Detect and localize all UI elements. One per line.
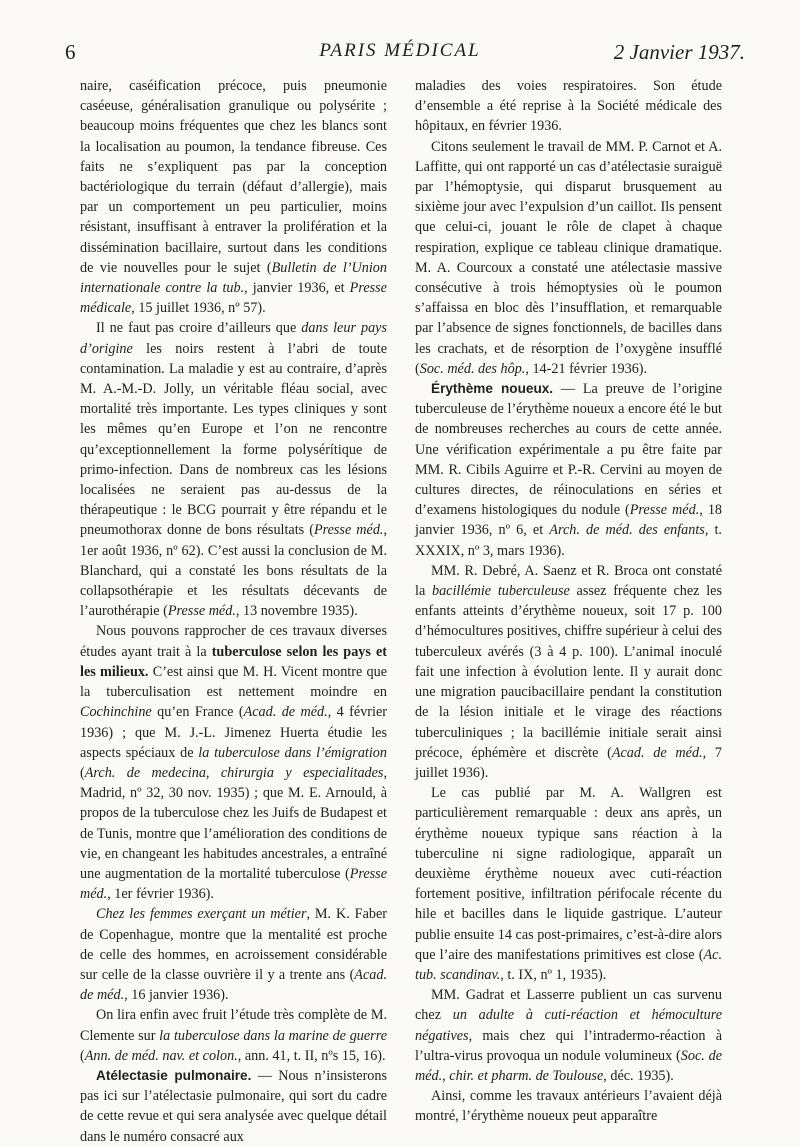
section-heading: Atélectasie pulmonaire.	[96, 1067, 252, 1083]
issue-date: 2 Janvier 1937.	[613, 40, 745, 64]
paragraph: Le cas publié par M. A. Wallgren est particulièrement remarquable : deux ans après, un érythème noueux typique sans réaction à la tuberculine ni signe radiologique, apparaît un deuxième érythème noueux avec cuti-réaction fortement positive, infiltration périfocale récente du hile et bacilles dans le liquide gastrique. L’auteur publie ensuite 14 cas post-primaires, c’est-à-dire alors que l’aire des manifestations primitives est close (Ac. tub. scandinav., t. IX, nº 1, 1935).	[415, 785, 722, 983]
left-column	[80, 76, 387, 1147]
paragraph: Érythème noueux. — La preuve de l’origine tuberculeuse de l’érythème noueux a encore été le but de nombreuses recherches au cours de cette année. Une vérification expérimentale a pu être faite par MM. R. Cibils Aguirre et P.-R. Cervini au moyen de cultures directes, de réinoculations en séries et d’examens histologiques du nodule (Presse méd., 18 janvier 1936, nº 6, et Arch. de méd. des enfants, t. XXXIX, nº 3, mars 1936).	[415, 381, 723, 559]
paragraph: Nous pouvons rapprocher de ces travaux diverses études ayant trait à la tuberculose selon les pays et les milieux. C’est ainsi que M. H. Vicent montre que la tuberculisation est nettement moindre en Cochinchine qu’en France (Acad. de méd., 4 février 1936) ; que M. J.-L. Jimenez Huerta étudie les aspects spéciaux de la tuberculose dans l’émigration (Arch. de medecina, chirurgia y especialitades, Madrid, nº 32, 30 nov. 1935) ; que M. E. Arnould, à propos de la tuberculose chez les Juifs de Budapest et de Tunis, montre que l’amélioration des conditions de vie, en changeant les habitudes ancestrales, a entraîné une augmentation de la mortalité tuberculose (Presse méd., 1er février 1936).	[80, 623, 388, 903]
journal-title: PARIS MÉDICAL	[319, 40, 481, 61]
right-column	[415, 76, 722, 1127]
paragraph: MM. Gadrat et Lasserre publient un cas survenu chez un adulte à cuti-réaction et hémoculture négatives, mais chez qui l’intradermo-réaction à l’ultra-virus provoqua un nodule volumineux (Soc. de méd., chir. et pharm. de Toulouse, déc. 1935).	[415, 987, 722, 1084]
paragraph: Chez les femmes exerçant un métier, M. K. Faber de Copenhague, montre que la mentalité est proche de celle des hommes, en acroissement considérable sur celle de la classe ouvrière il y a trente ans (Acad. de méd., 16 janvier 1936).	[80, 906, 387, 1004]
page-header	[55, 36, 745, 72]
paragraph: naire, caséification précoce, puis pneumonie caséeuse, généralisation granulique ou polysérite ; beaucoup moins fréquentes que chez les blancs sont la localisation au poumon, la tendance fibreuse. Ces faits ne s’expliquent pas par la conception bactériologique du terrain (défaut d’allergie), mais par un comportement un peu particulier, moins résistant, insuffisant à entraver la prolifération et la dissémination bacillaire, surtout dans les conditions de vie nouvelles pour le sujet (Bulletin de l’Union internationale contre la tub., janvier 1936, et Presse médicale, 15 juillet 1936, nº 57).	[80, 78, 387, 317]
paragraph: maladies des voies respiratoires. Son étude d’ensemble a été reprise à la Société médicale des hôpitaux, en février 1936.	[415, 78, 722, 135]
paragraph: Il ne faut pas croire d’ailleurs que dans leur pays d’origine les noirs restent à l’abri de toute contamination. La maladie y est au contraire, d’après M. A.-M.-D. Jolly, un véritable fléau social, avec mortalité très importante. Les types cliniques y sont les mêmes qu’en Europe et l’on ne rencontre qu’exceptionnellement la forme polysérítique de primo-infection. Dans de nombreux cas les lésions localisées ne seraient pas au-dessus de la thérapeutique : le BCG pourrait y être répandu et le pneumothorax donne de bons résultats (Presse méd., 1er août 1936, nº 62). C’est aussi la conclusion de M. Blanchard, qui a constaté les bons résultats de la collapsothérapie et les résultats décevants de l’aurothérapie (Presse méd., 13 novembre 1935).	[80, 320, 388, 620]
page-number: 6	[65, 40, 76, 64]
paragraph: Ainsi, comme les travaux antérieurs l’avaient déjà montré, l’érythème noueux peut apparaître	[415, 1088, 722, 1125]
paragraph: Atélectasie pulmonaire. — Nous n’insisterons pas ici sur l’atélectasie pulmonaire, qui sort du cadre de cette revue et qui sera analysée avec quelque détail dans le numéro consacré aux	[80, 1067, 388, 1145]
paragraph: MM. R. Debré, A. Saenz et R. Broca ont constaté la bacillémie tuberculeuse assez fréquente chez les enfants atteints d’érythème noueux, soit 17 p. 100 d’hémocultures positives, chiffre supérieur à celui des tuberculeux avérés (3 à 4 p. 100). L’animal inoculé fait une infection à évolution lente. Il y aurait donc une migration paucibacillaire pendant la constitution de la lésion initiale et le virage des réactions tuberculiniques ; la bacillémie initiale serait ainsi précoce, éphémère et discrète (Acad. de méd., 7 juillet 1936).	[415, 562, 722, 781]
paragraph: Citons seulement le travail de MM. P. Carnot et A. Laffitte, qui ont rapporté un cas d’atélectasie suraiguë par l’hémoptysie, qui disparut brusquement au sixième jour avec l’expulsion d’un caillot. Ils pensent que celui-ci, jouant le rôle de clapet à chaque respiration, explique ce tableau clinique dramatique. M. A. Courcoux a constaté une atélectasie massive consécutive à trois hémoptysies où le poumon s’affaissa en bloc dès l’insufflation, et remarquable par l’absence de signes fonctionnels, de bacilles dans les crachats, et de résorption de l’oxygène insufflé (Soc. méd. des hôp., 14-21 février 1936).	[415, 138, 722, 377]
paragraph: On lira enfin avec fruit l’étude très complète de M. Clemente sur la tuberculose dans la marine de guerre (Ann. de méd. nav. et colon., ann. 41, t. II, nºs 15, 16).	[80, 1007, 387, 1064]
section-heading: Érythème noueux.	[431, 381, 554, 397]
